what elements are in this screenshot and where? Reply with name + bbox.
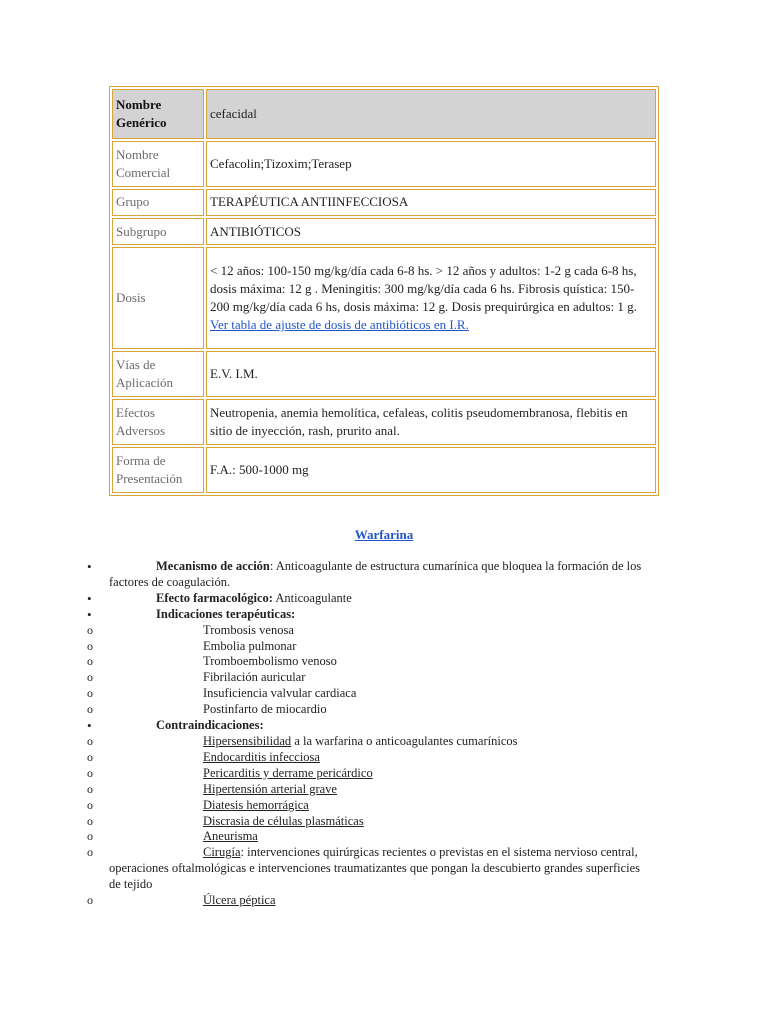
list-item [87,702,647,718]
row-value: cefacidal [206,89,656,139]
table-row [112,399,656,445]
contraindicacion-link[interactable]: Discrasia de células plasmáticas [203,813,364,828]
indicacion-text: Trombosis venosa [203,622,294,637]
row-value: TERAPÉUTICA ANTIINFECCIOSA [206,189,656,216]
list-item [87,829,647,845]
row-value: Neutropenia, anemia hemolítica, cefaleas, colitis pseudomembranosa, flebitis en sitio de inyección, rash, prurito anal. [206,399,656,445]
row-label: Nombre Comercial [112,141,204,187]
row-label: Subgrupo [112,218,204,245]
bullet-icon: • [87,606,92,622]
table-row [112,447,656,493]
indicacion-text: Fibrilación auricular [203,670,306,685]
indicacion-text: Postinfarto de miocardio [203,702,327,717]
section-title [0,527,768,543]
list-item [87,766,647,782]
contraindicacion-link[interactable]: Endocarditis infecciosa [203,749,320,764]
list-item [87,686,647,702]
list-item [87,639,647,655]
table-row [112,351,656,397]
indicaciones-label: Indicaciones terapéuticas: [156,606,296,621]
row-label: Nombre Genérico [112,89,204,139]
circle-bullet-icon: o [87,797,93,812]
circle-bullet-icon: o [87,686,93,701]
warfarina-list [87,559,647,909]
cirugia-text: : intervenciones quirúrgicas recientes o previstas en el sistema nervioso central, operaciones oftalmológicas e intervenciones traumatizantes que pongan la descubierto grandes superficies de tejido [109,845,641,892]
list-item [87,654,647,670]
dosis-text: < 12 años: 100-150 mg/kg/día cada 6-8 hs. > 12 años y adultos: 1-2 g cada 6-8 hs, dosis máxima: 12 g . Meningitis: 300 mg/kg/día cada 6 hs. Fibrosis quística: 150-200 mg/kg/día cada 6 hs, dosis máxima: 12 g. Dosis prequirúrgica en adultos: 1 g. [210,263,637,315]
row-label: Grupo [112,189,204,216]
row-label: Forma de Presentación [112,447,204,493]
list-item [87,559,647,591]
row-label: Vías de Aplicación [112,351,204,397]
circle-bullet-icon: o [87,670,93,685]
drug-info-table [109,86,659,496]
table-row [112,141,656,187]
row-value: Cefacolin;Tizoxim;Terasep [206,141,656,187]
mecanismo-text: : Anticoagulante de estructura cumarínica que bloquea la formación de los factores de coagulación. [109,559,642,589]
list-item [87,607,647,623]
row-value: ANTIBIÓTICOS [206,218,656,245]
list-item [87,718,647,734]
bullet-icon: • [87,590,92,606]
circle-bullet-icon: o [87,638,93,653]
list-item [87,798,647,814]
circle-bullet-icon: o [87,733,93,748]
list-item [87,814,647,830]
list-item [87,782,647,798]
table-row [112,218,656,245]
circle-bullet-icon: o [87,813,93,828]
list-item [87,670,647,686]
list-item [87,591,647,607]
row-value: F.A.: 500-1000 mg [206,447,656,493]
bullet-icon: • [87,718,92,734]
indicacion-text: Insuficiencia valvular cardiaca [203,686,357,701]
row-label: Dosis [112,247,204,349]
circle-bullet-icon: o [87,845,93,860]
efecto-label: Efecto farmacológico: [156,590,273,605]
mecanismo-label: Mecanismo de acción [156,559,270,573]
cirugia-link[interactable]: Cirugía [203,845,241,860]
row-value: E.V. I.M. [206,351,656,397]
bullet-icon: • [87,559,92,574]
list-item [87,845,647,893]
list-item [87,734,647,750]
contraindicaciones-label: Contraindicaciones: [156,718,264,733]
hipersensibilidad-link[interactable]: Hipersensibilidad [203,733,292,748]
table-row [112,189,656,216]
warfarina-title-link[interactable]: Warfarina [354,527,414,542]
circle-bullet-icon: o [87,765,93,780]
hipersensibilidad-text: a la warfarina o anticoagulantes cumarínicos [291,733,518,748]
table-row [112,247,656,349]
list-item [87,623,647,639]
indicacion-text: Embolia pulmonar [203,638,297,653]
ulcera-link[interactable]: Úlcera péptica [203,893,276,908]
indicacion-text: Tromboembolismo venoso [203,654,337,669]
contraindicacion-link[interactable]: Hipertensión arterial grave [203,781,337,796]
circle-bullet-icon: o [87,654,93,669]
dose-adjustment-link[interactable]: Ver tabla de ajuste de dosis de antibióticos en I.R. [210,317,469,333]
circle-bullet-icon: o [87,781,93,796]
contraindicacion-link[interactable]: Aneurisma [203,829,258,844]
circle-bullet-icon: o [87,749,93,764]
row-value [206,247,656,349]
contraindicacion-link[interactable]: Pericarditis y derrame pericárdico [203,765,373,780]
contraindicacion-link[interactable]: Diatesis hemorrágica [203,797,309,812]
table-row [112,89,656,139]
circle-bullet-icon: o [87,893,93,908]
circle-bullet-icon: o [87,829,93,844]
circle-bullet-icon: o [87,702,93,717]
row-label: Efectos Adversos [112,399,204,445]
list-item [87,893,647,909]
efecto-text: Anticoagulante [272,590,352,605]
circle-bullet-icon: o [87,622,93,637]
list-item [87,750,647,766]
